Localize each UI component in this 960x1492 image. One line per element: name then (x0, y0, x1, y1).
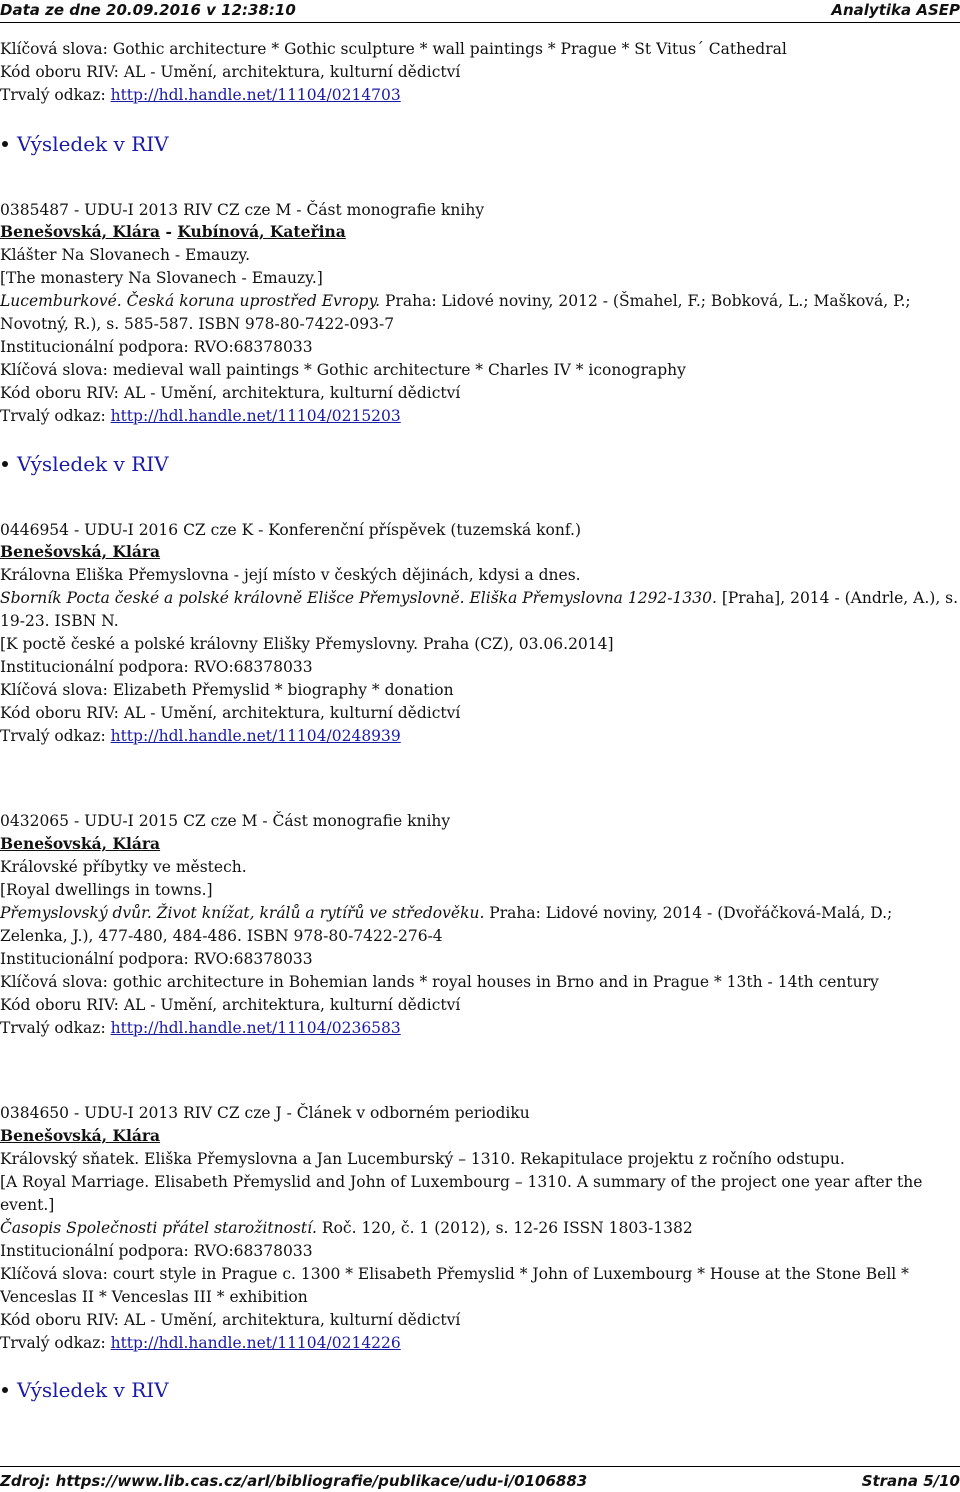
permalink-link[interactable]: http://hdl.handle.net/11104/0214703 (110, 86, 401, 104)
permalink-line (0, 1333, 401, 1353)
author-link[interactable]: Benešovská, Klára (0, 542, 161, 561)
permalink-link[interactable]: http://hdl.handle.net/11104/0248939 (110, 727, 401, 745)
keywords: Klíčová slova: medieval wall paintings * Gothic architecture * Charles IV * iconography (0, 361, 686, 379)
bullet-icon (2, 1387, 8, 1393)
record-title-en: [The monastery Na Slovanech - Emauzy.] (0, 269, 323, 287)
riv-field: Kód oboru RIV: AL - Umění, architektura, kulturní dědictví (0, 704, 461, 722)
authors (0, 834, 160, 854)
export-date: Data ze dne 20.09.2016 v 12:38:10 (0, 1, 296, 19)
record-source-cont: Zelenka, J.), 477-480, 484-486. ISBN 978-80-7422-276-4 (0, 927, 443, 945)
source-url: Zdroj: https://www.lib.cas.cz/arl/bibliografie/publikace/udu-i/0106883 (0, 1472, 588, 1490)
author-link[interactable]: Benešovská, Klára (0, 834, 161, 853)
permalink-label: Trvalý odkaz: (0, 727, 111, 745)
bullet-icon (2, 141, 8, 147)
permalink-line (0, 85, 401, 105)
conference: [K poctě české a polské královny Elišky Přemyslovny. Praha (CZ), 03.06.2014] (0, 635, 614, 653)
riv-result-item (0, 452, 169, 476)
record-source (0, 588, 958, 608)
permalink-link[interactable]: http://hdl.handle.net/11104/0236583 (110, 1019, 401, 1037)
record-title-en-cont: event.] (0, 1196, 55, 1214)
record-id: 0385487 - UDU-I 2013 RIV CZ cze M - Část monografie knihy (0, 201, 485, 219)
keywords: Klíčová slova: Elizabeth Přemyslid * biography * donation (0, 681, 454, 699)
riv-result-item (0, 1378, 169, 1402)
riv-result-link[interactable]: Výsledek v RIV (17, 132, 169, 156)
riv-result-link[interactable]: Výsledek v RIV (17, 1378, 169, 1402)
authors (0, 222, 346, 242)
keywords: Klíčová slova: court style in Prague c. 1300 * Elisabeth Přemyslid * John of Luxembourg * House at the Stone Bell * (0, 1265, 909, 1283)
riv-result-link[interactable]: Výsledek v RIV (17, 452, 169, 476)
author-link[interactable]: Benešovská, Klára (0, 222, 161, 241)
record-id: 0446954 - UDU-I 2016 CZ cze K - Konferenční příspěvek (tuzemská konf.) (0, 521, 582, 539)
institutional-support: Institucionální podpora: RVO:68378033 (0, 1242, 313, 1260)
riv-field: Kód oboru RIV: AL - Umění, architektura, kulturní dědictví (0, 384, 461, 402)
record-title: Královna Eliška Přemyslovna - její místo v českých dějinách, kdysi a dnes. (0, 566, 581, 584)
record-title: Klášter Na Slovanech - Emauzy. (0, 246, 251, 264)
institutional-support: Institucionální podpora: RVO:68378033 (0, 950, 313, 968)
record-title: Královské příbytky ve městech. (0, 858, 247, 876)
record-source-cont: Novotný, R.), s. 585-587. ISBN 978-80-7422-093-7 (0, 315, 395, 333)
source-details: Roč. 120, č. 1 (2012), s. 12-26 ISSN 1803-1382 (316, 1219, 693, 1237)
page-footer (0, 1466, 960, 1492)
author-link[interactable]: Kubínová, Kateřina (177, 222, 346, 241)
record-id: 0432065 - UDU-I 2015 CZ cze M - Část monografie knihy (0, 812, 451, 830)
source-details: Praha: Lidové noviny, 2012 - (Šmahel, F.; Bobková, L.; Mašková, P.; (380, 292, 911, 310)
permalink-label: Trvalý odkaz: (0, 1019, 111, 1037)
permalink-link[interactable]: http://hdl.handle.net/11104/0214226 (110, 1334, 401, 1352)
source-title: Časopis Společnosti přátel starožitností. (0, 1219, 317, 1237)
author-link[interactable]: Benešovská, Klára (0, 1126, 161, 1145)
source-title: Přemyslovský dvůr. Život knížat, králů a rytířů ve středověku. (0, 904, 485, 922)
permalink-line (0, 1018, 401, 1038)
source-title: Sborník Pocta české a polské královně Elišce Přemyslovně. Eliška Přemyslovna 1292-1330. (0, 589, 717, 607)
report-name: Analytika ASEP (831, 1, 960, 19)
author-separator: - (160, 222, 178, 241)
source-details: Praha: Lidové noviny, 2014 - (Dvořáčková-Malá, D.; (484, 904, 893, 922)
record-title: Královský sňatek. Eliška Přemyslovna a Jan Lucemburský – 1310. Rekapitulace projektu z ročního odstupu. (0, 1150, 845, 1168)
record-source (0, 1218, 693, 1238)
record-id: 0384650 - UDU-I 2013 RIV CZ cze J - Článek v odborném periodiku (0, 1104, 530, 1122)
record-source (0, 903, 892, 923)
institutional-support: Institucionální podpora: RVO:68378033 (0, 338, 313, 356)
riv-field: Kód oboru RIV: AL - Umění, architektura, kulturní dědictví (0, 63, 461, 81)
riv-field: Kód oboru RIV: AL - Umění, architektura, kulturní dědictví (0, 1311, 461, 1329)
permalink-link[interactable]: http://hdl.handle.net/11104/0215203 (110, 407, 401, 425)
authors (0, 1126, 160, 1146)
permalink-label: Trvalý odkaz: (0, 86, 111, 104)
record-title-en: [Royal dwellings in towns.] (0, 881, 213, 899)
keywords: Klíčová slova: gothic architecture in Bohemian lands * royal houses in Brno and in Prague * 13th - 14th century (0, 973, 879, 991)
riv-field: Kód oboru RIV: AL - Umění, architektura, kulturní dědictví (0, 996, 461, 1014)
permalink-label: Trvalý odkaz: (0, 407, 111, 425)
permalink-label: Trvalý odkaz: (0, 1334, 111, 1352)
keywords: Klíčová slova: Gothic architecture * Gothic sculpture * wall paintings * Prague * St Vitus´ Cathedral (0, 40, 787, 58)
institutional-support: Institucionální podpora: RVO:68378033 (0, 658, 313, 676)
source-details: [Praha], 2014 - (Andrle, A.), s. (716, 589, 959, 607)
authors (0, 542, 160, 562)
keywords-cont: Venceslas II * Venceslas III * exhibition (0, 1288, 308, 1306)
record-title-en: [A Royal Marriage. Elisabeth Přemyslid and John of Luxembourg – 1310. A summary of the project one year after the (0, 1173, 923, 1191)
record-source-cont: 19-23. ISBN N. (0, 612, 119, 630)
permalink-line (0, 726, 401, 746)
page-number: Strana 5/10 (861, 1472, 960, 1490)
permalink-line (0, 406, 401, 426)
page-header (0, 0, 960, 23)
record-source (0, 291, 911, 311)
riv-result-item (0, 132, 169, 156)
source-title: Lucemburkové. Česká koruna uprostřed Evropy. (0, 292, 381, 310)
bullet-icon (2, 461, 8, 467)
